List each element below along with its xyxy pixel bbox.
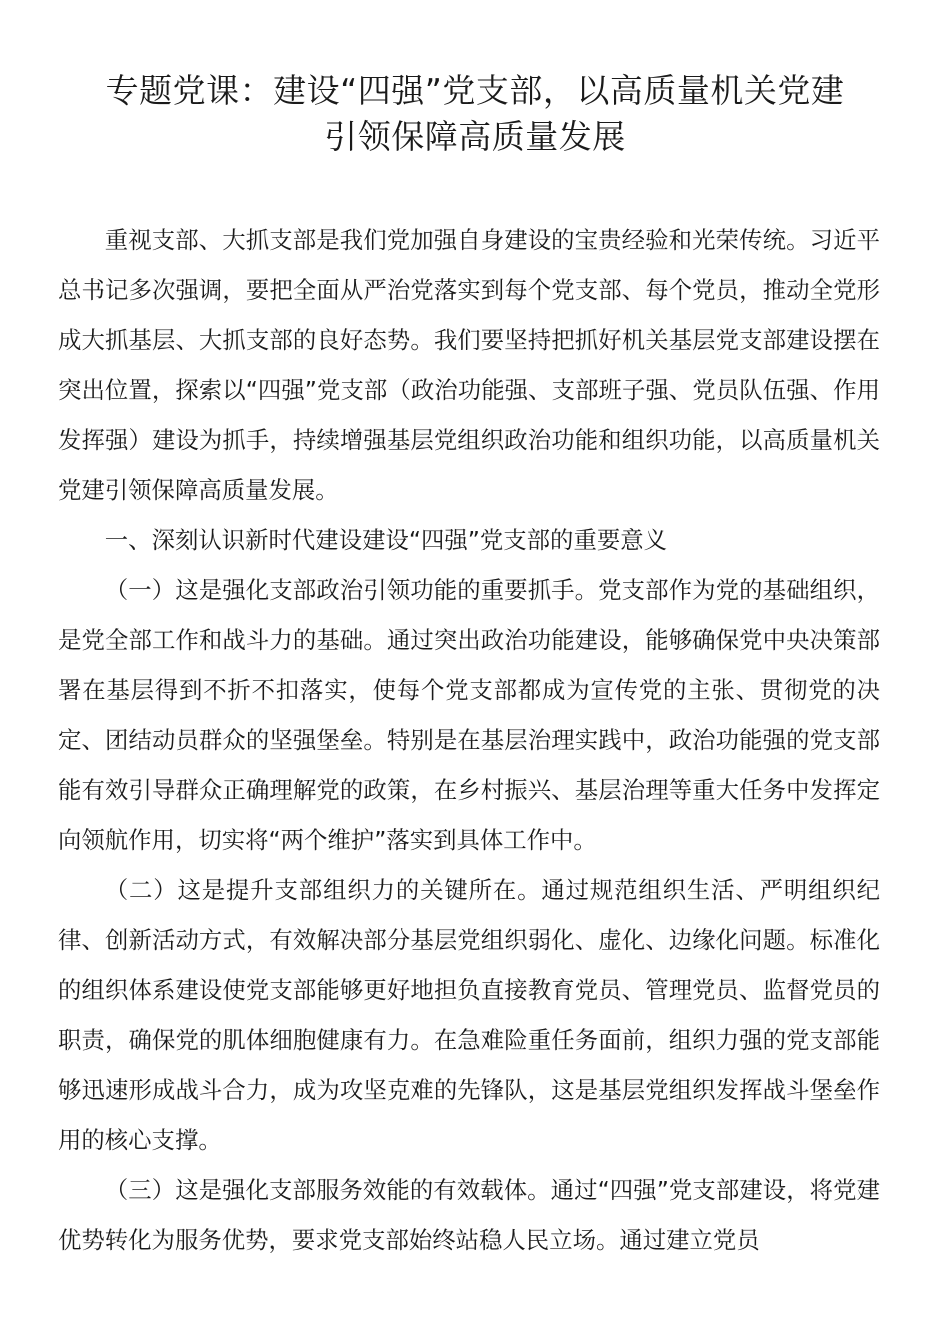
document-title [50, 68, 900, 160]
document-body [58, 215, 880, 1265]
body-paragraph: （三）这是强化支部服务效能的有效载体。通过“四强”党支部建设，将党建优势转化为服务优势，要求党支部始终站稳人民立场。通过建立党员 [58, 1176, 880, 1254]
body-paragraph: （二）这是提升支部组织力的关键所在。通过规范组织生活、严明组织纪律、创新活动方式，有效解决部分基层党组织弱化、虚化、边缘化问题。标准化的组织体系建设使党支部能够更好地担负直接教育党员、管理党员、监督党员的职责，确保党的肌体细胞健康有力。在急难险重任务面前，组织力强的党支部能够迅速形成战斗合力，成为攻坚克难的先锋队，这是基层党组织发挥战斗堡垒作用的核心支撑。 [58, 876, 880, 1154]
title-line-2: 引领保障高质量发展 [324, 117, 626, 156]
section-heading: 一、深刻认识新时代建设建设“四强”党支部的重要意义 [104, 526, 668, 554]
intro-paragraph: 重视支部、大抓支部是我们党加强自身建设的宝贵经验和光荣传统。习近平总书记多次强调，要把全面从严治党落实到每个党支部、每个党员，推动全党形成大抓基层、大抓支部的良好态势。我们要坚持把抓好机关基层党支部建设摆在突出位置，探索以“四强”党支部（政治功能强、支部班子强、党员队伍强、作用发挥强）建设为抓手，持续增强基层党组织政治功能和组织功能，以高质量机关党建引领保障高质量发展。 [58, 226, 880, 504]
title-line-1: 专题党课：建设“四强”党支部，以高质量机关党建 [105, 71, 845, 110]
body-paragraph: （一）这是强化支部政治引领功能的重要抓手。党支部作为党的基础组织，是党全部工作和战斗力的基础。通过突出政治功能建设，能够确保党中央决策部署在基层得到不折不扣落实，使每个党支部都成为宣传党的主张、贯彻党的决定、团结动员群众的坚强堡垒。特别是在基层治理实践中，政治功能强的党支部能有效引导群众正确理解党的政策，在乡村振兴、基层治理等重大任务中发挥定向领航作用，切实将“两个维护”落实到具体工作中。 [58, 576, 880, 854]
